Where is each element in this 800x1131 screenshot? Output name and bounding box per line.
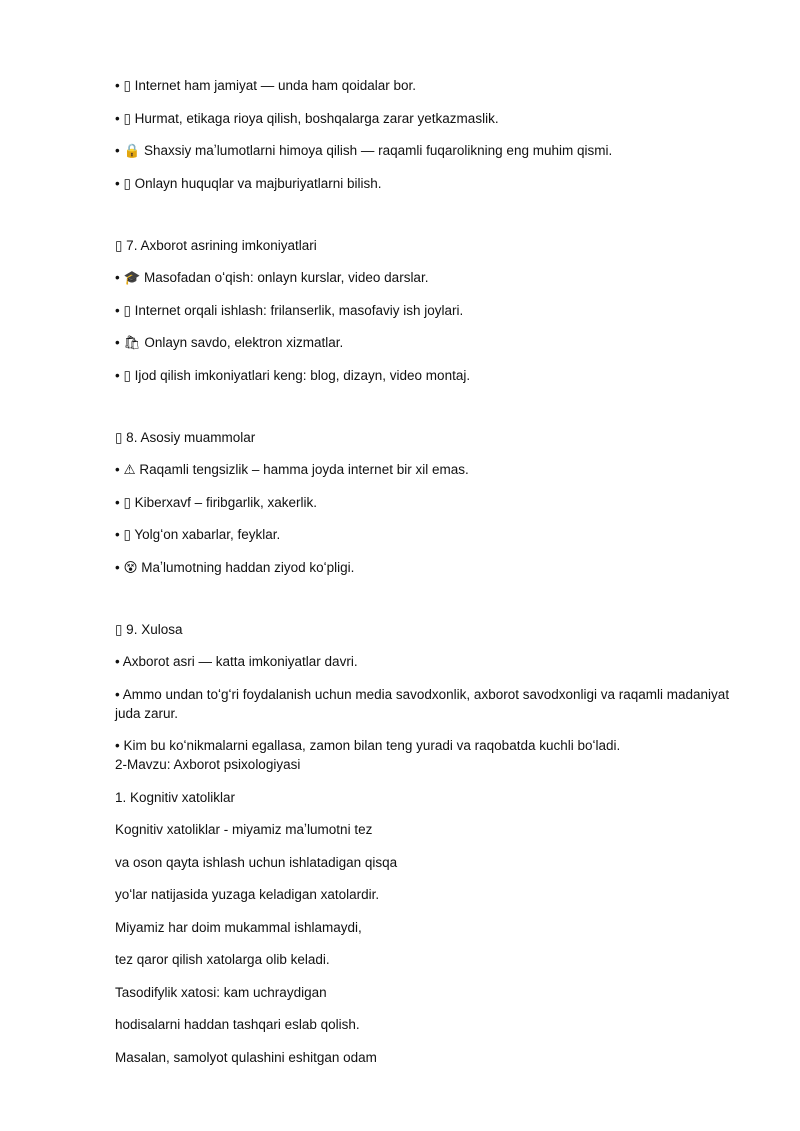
topic-title: 2-Mavzu: Axborot psixologiyasi <box>115 757 301 772</box>
bullet-item: • Ammo undan toʻgʻri foydalanish uchun media savodxonlik, axborot savodxonligi va raqamli madaniyat juda zarur. <box>115 686 730 721</box>
paragraph-line: va oson qayta ishlash uchun ishlatadigan qisqa <box>115 854 398 870</box>
document-body <box>115 76 745 1080</box>
bullet-item: • ▯ Onlayn huquqlar va majburiyatlarni bilish. <box>115 175 382 191</box>
bullet-item: • ▯ Internet ham jamiyat — unda ham qoidalar bor. <box>115 78 417 93</box>
section-heading: ▯ 9. Xulosa <box>115 621 183 637</box>
bullet-item: • ▯ Hurmat, etikaga rioya qilish, boshqalarga zarar yetkazmaslik. <box>115 110 499 126</box>
paragraph-line: Masalan, samolyot qulashini eshitgan odam <box>115 1049 377 1065</box>
paragraph-line: yoʻlar natijasida yuzaga keladigan xatolardir. <box>115 887 380 902</box>
paragraph-line: Tasodifylik xatosi: kam uchraydigan <box>115 984 327 1000</box>
bullet-item: • 🛍 Onlayn savdo, elektron xizmatlar. <box>115 335 344 350</box>
paragraph-line: Miyamiz har doim mukammal ishlamaydi, <box>115 919 362 935</box>
paragraph-line: hodisalarni haddan tashqari eslab qolish. <box>115 1017 360 1032</box>
section-heading: ▯ 7. Axborot asrining imkoniyatlari <box>115 237 317 253</box>
paragraph-line: tez qaror qilish xatolarga olib keladi. <box>115 952 330 967</box>
section-heading: ▯ 8. Asosiy muammolar <box>115 429 256 445</box>
bullet-item: • 🎓 Masofadan oʻqish: onlayn kurslar, video darslar. <box>115 270 429 285</box>
bullet-item: • 😵 Maʼlumotning haddan ziyod koʻpligi. <box>115 559 355 575</box>
paragraph-line: Kognitiv xatoliklar - miyamiz maʼlumotni tez <box>115 822 373 837</box>
bullet-item: • Axborot asri — katta imkoniyatlar davri. <box>115 654 358 669</box>
bullet-item: • ⚠ Raqamli tengsizlik – hamma joyda internet bir xil emas. <box>115 462 469 477</box>
bullet-item: • ▯ Internet orqali ishlash: frilanserlik, masofaviy ish joylari. <box>115 302 464 318</box>
bullet-item: • Kim bu koʻnikmalarni egallasa, zamon bilan teng yuradi va raqobatda kuchli boʻladi. <box>115 738 621 753</box>
topic-subheading: 1. Kognitiv xatoliklar <box>115 789 236 805</box>
bullet-item: • 🔒 Shaxsiy maʼlumotlarni himoya qilish — raqamli fuqarolikning eng muhim qismi. <box>115 143 613 158</box>
bullet-item: • ▯ Yolgʻon xabarlar, feyklar. <box>115 527 281 542</box>
bullet-item: • ▯ Ijod qilish imkoniyatlari keng: blog, dizayn, video montaj. <box>115 367 471 383</box>
bullet-item: • ▯ Kiberxavf – firibgarlik, xakerlik. <box>115 494 317 510</box>
